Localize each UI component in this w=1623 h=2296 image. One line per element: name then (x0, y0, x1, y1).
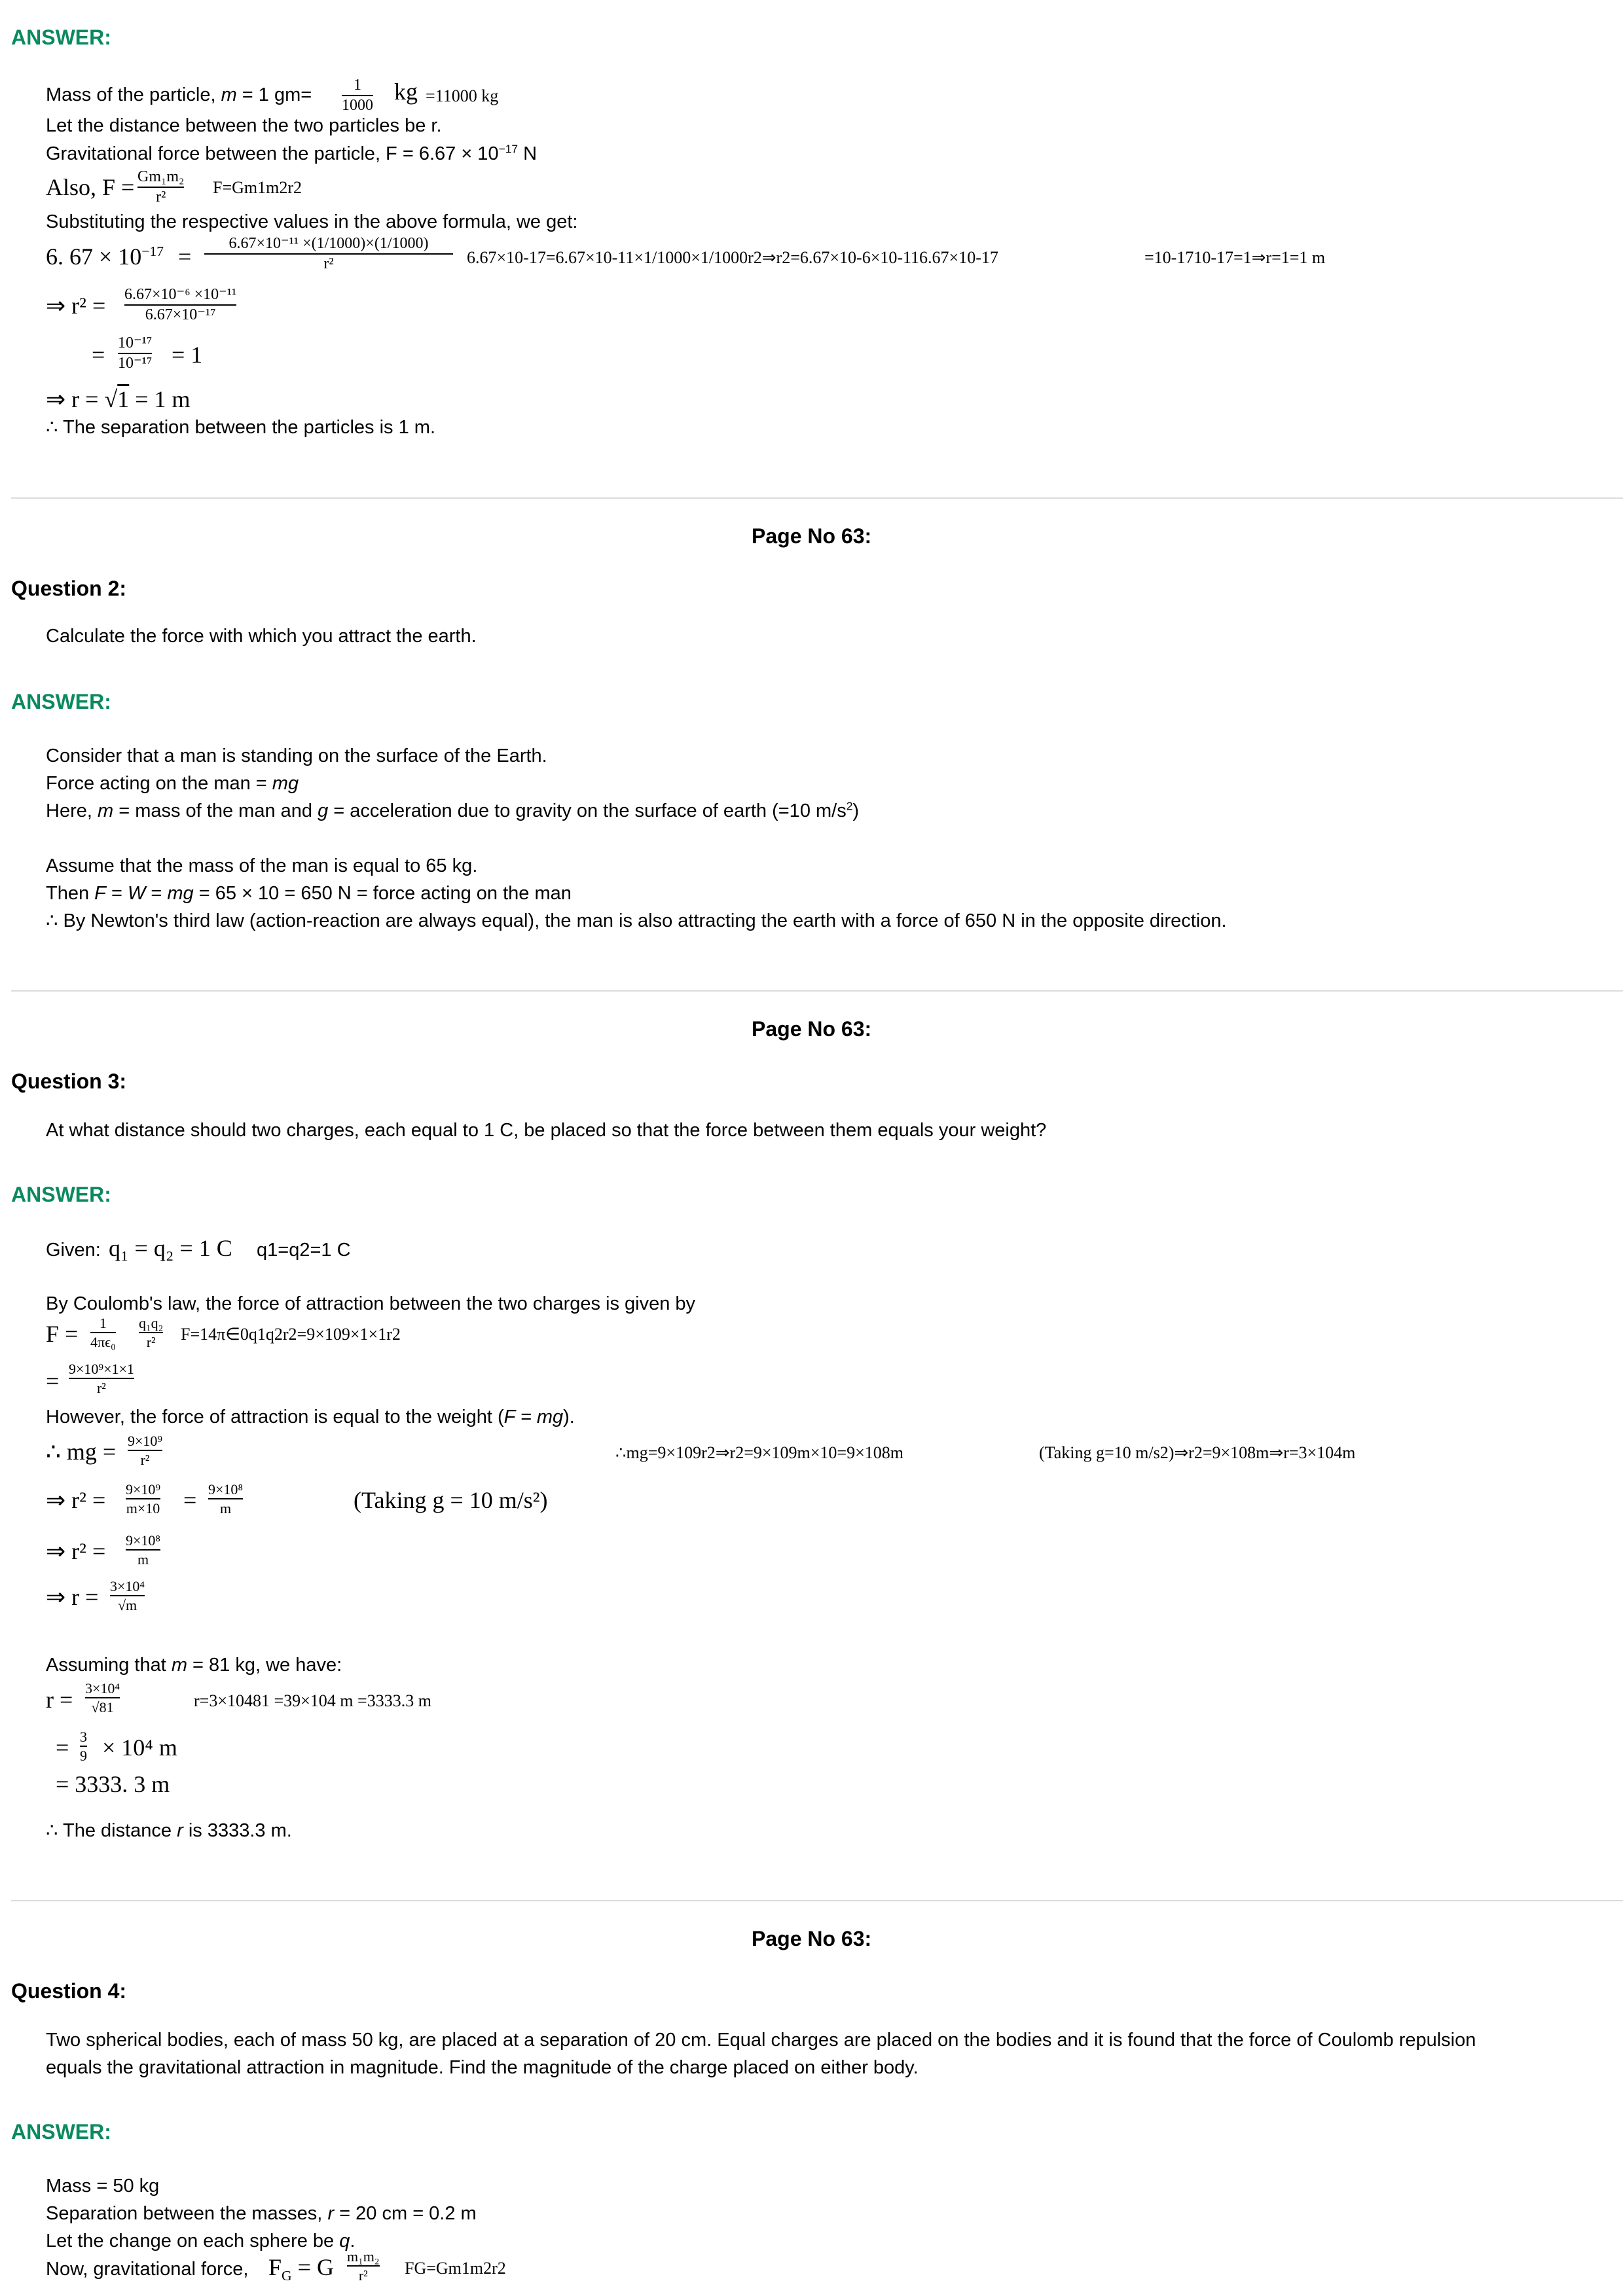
q3-r-lhs: ⇒ r = (46, 1584, 99, 1610)
q1-mass-line: Mass of the particle, m = 1 gm= (46, 84, 312, 105)
q1-grav-force-line: Gravitational force between the particle, $F = 6.67 \times 10^{-17}$ N (46, 142, 538, 164)
q3-f-fraction-2: q₁q₂ r² (139, 1315, 164, 1351)
answer-heading: ANSWER: (11, 2120, 111, 2144)
q3-r-fraction: 3×10⁴ √m (110, 1578, 145, 1614)
q1-mass-fraction: 1 1000 (342, 77, 373, 115)
q3-mg-fraction: 9×10⁹ r² (128, 1433, 163, 1469)
q4-line-4-label: Now, gravitational force, (46, 2259, 249, 2280)
q1-eq3-rhs: = 1 (172, 342, 203, 368)
q1-eq3-lhs: = (92, 342, 105, 368)
q4-line-1: Mass = 50 kg (46, 2176, 160, 2197)
q2-line-5: Then F = W = mg = 65 × 10 = 650 N = force acting on the man (46, 883, 572, 904)
answer-heading: ANSWER: (11, 26, 111, 49)
q1-mass-unit: kg (394, 79, 418, 105)
q4-grav-alt: FG=Gm1m2r2 (405, 2259, 506, 2278)
q3-assume-line: Assuming that m = 81 kg, we have: (46, 1655, 342, 1676)
q3-mg-lhs: ∴ mg = (46, 1439, 117, 1465)
q3-r81b-pre: = (56, 1734, 69, 1761)
q3-f-fraction-1: 1 4πϵ₀ (90, 1315, 116, 1351)
q2-line-4: Assume that the mass of the man is equal to 65 kg. (46, 855, 478, 876)
page-label: Page No 63: (752, 1927, 872, 1950)
q1-eq1-equals: = (178, 243, 192, 270)
q3-r2a-equals: = (183, 1487, 197, 1513)
page-label: Page No 63: (752, 1017, 872, 1041)
q3-r81-alt: r=3×10481 =39×104 m =3333.3 m (194, 1691, 431, 1710)
q1-eq2-fraction: 6.67×10⁻⁶ ×10⁻¹¹ 6.67×10⁻¹⁷ (124, 286, 237, 324)
q1-eq1-alt: 6.67×10-17=6.67×10-11×1/1000×1/1000r2⇒r2=6.67×10-6×10-116.67×10-17 (467, 248, 998, 267)
section-divider (11, 1900, 1623, 1901)
q3-coulomb-line: By Coulomb's law, the force of attraction between the two charges is given by (46, 1293, 696, 1314)
answer-heading: ANSWER: (11, 1183, 111, 1206)
q3-r81-fraction: 3×10⁴ √81 (85, 1680, 120, 1716)
q3-r81c: = 3333. 3 m (56, 1771, 170, 1797)
question-4-heading: Question 4: (11, 1979, 127, 2003)
q1-eq2-lhs: ⇒ r² = (46, 293, 106, 319)
q3-taking-g: (Taking g = 10 m/s²) (354, 1487, 548, 1513)
question-4-text-line-1: Two spherical bodies, each of mass 50 kg, are placed at a separation of 20 cm. Equal charges are placed on the bodies and it is found that the force of Coulomb repulsion (46, 2030, 1476, 2051)
q3-r2b-lhs: ⇒ r² = (46, 1538, 106, 1564)
q2-line-1: Consider that a man is standing on the surface of the Earth. (46, 745, 547, 766)
q3-f-alt: F=14π∈0q1q2r2=9×109×1×1r2 (181, 1325, 401, 1344)
q3-r2b-fraction: 9×10⁸ m (126, 1532, 161, 1568)
q2-line-2: Force acting on the man = mg (46, 773, 299, 794)
section-divider (11, 990, 1623, 992)
answer-heading: ANSWER: (11, 690, 111, 713)
q3-r2a-lhs: ⇒ r² = (46, 1487, 106, 1513)
q3-r81b-post: × 10⁴ m (102, 1734, 177, 1761)
q3-given-label: Given: (46, 1240, 101, 1261)
section-divider (11, 497, 1623, 499)
q4-grav-fraction: m₁m₂ r² (347, 2248, 380, 2284)
q3-r81b-fraction: 3 9 (80, 1729, 87, 1765)
q3-given-alt: q1=q2=1 C (257, 1240, 351, 1261)
question-2-text: Calculate the force with which you attract the earth. (46, 626, 477, 647)
q2-line-3: Here, m = mass of the man and g = acceleration due to gravity on the surface of earth (=10 $m/s^2$) (46, 799, 860, 821)
q1-eq1-lhs: 6. $67 \times 10^{-17}$ (46, 243, 164, 270)
q2-line-6: ∴ By Newton's third law (action-reaction are always equal), the man is also attracting the earth with a force of 650 N in the opposite direction. (46, 910, 1227, 931)
q4-line-2: Separation between the masses, r = 20 cm = 0.2 m (46, 2203, 477, 2224)
q3-f2-lhs: = (46, 1368, 60, 1394)
q1-also-fraction: Gm₁m₂ r² (137, 168, 185, 206)
q3-f-lhs: F = (46, 1321, 79, 1347)
q1-distance-line: Let the distance between the two particles be r. (46, 115, 442, 136)
q1-eq1-alt-result: =10-1710-17=1⇒r=1=1 m (1144, 248, 1326, 267)
question-3-text: At what distance should two charges, each equal to 1 C, be placed so that the force between them equals your weight? (46, 1120, 1047, 1141)
q1-eq1-fraction: 6.67×10⁻¹¹ ×(1/1000)×(1/1000) r² (204, 236, 453, 272)
q3-f2-fraction: 9×10⁹×1×1 r² (69, 1361, 134, 1397)
q3-r2a-fraction-2: 9×10⁸ m (208, 1481, 244, 1517)
q3-mg-alt: ∴mg=9×109r2⇒r2=9×109m×10=9×108m (615, 1443, 903, 1462)
q1-mass-alt: =11000 kg (426, 86, 499, 105)
question-3-heading: Question 3: (11, 1069, 127, 1093)
q1-also-alt: F=Gm1m2r2 (213, 178, 302, 197)
page-label: Page No 63: (752, 524, 872, 548)
q3-conclusion: ∴ The distance r is 3333.3 m. (46, 1820, 292, 1841)
q1-also-formula: Also, F = (46, 174, 135, 200)
q3-r2a-fraction-1: 9×10⁹ m×10 (126, 1481, 161, 1517)
q3-given-math: q₁ = q₂ = 1 C (109, 1235, 232, 1261)
q1-substitute-line: Substituting the respective values in the above formula, we get: (46, 211, 578, 232)
question-4-text-line-2: equals the gravitational attraction in magnitude. Find the magnitude of the charge placed on either body. (46, 2057, 919, 2078)
q3-mg-alt-taking: (Taking g=10 m/s2)⇒r2=9×108m⇒r=3×104m (1039, 1443, 1356, 1462)
q1-eq3-fraction: 10⁻¹⁷ 10⁻¹⁷ (118, 334, 153, 372)
q4-grav-formula: $F_G = G$ (268, 2254, 334, 2284)
q1-eq4: ⇒ r = √1 = 1 m (46, 386, 191, 412)
q3-r81-lhs: r = (46, 1687, 73, 1713)
q4-line-3: Let the change on each sphere be q. (46, 2231, 356, 2251)
question-2-heading: Question 2: (11, 577, 127, 600)
q1-conclusion: ∴ The separation between the particles is 1 m. (46, 417, 436, 438)
q3-however-line: However, the force of attraction is equal to the weight (F = mg). (46, 1407, 575, 1427)
